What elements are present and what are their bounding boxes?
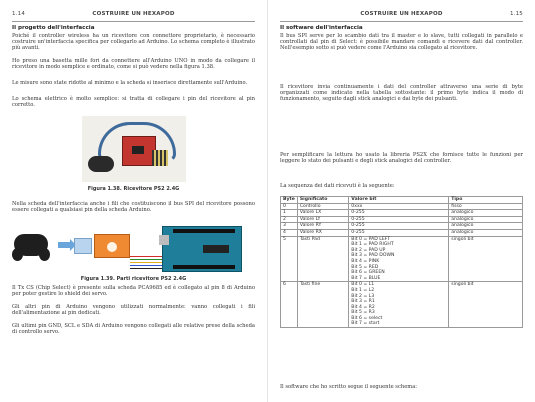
bit-value: 0-255 [351,216,365,222]
paragraph: Il ricevitore invia continuamente i dati del controller attraverso una serie di byte organizzati come indicato nella tabella sottostante: il primo byte indica il modo di funzionamento, seguito dagli stick analogici e dai byte dei pulsanti. [280,84,523,103]
paragraph: Nella scheda dell'interfaccia anche i fili che costituiscono il bus SPI del ricevitore possono essere collegati a qualsiasi pin della scheda Arduino. [12,201,255,214]
footer-note: Il software che ho scritto segue il seguente schema: [280,384,418,390]
wire [130,259,164,260]
bit-value: Bit 1 = L2 [351,287,375,293]
table-row [281,216,523,223]
paragraph: Le misure sono state ridotte al minimo e la scheda si inserisce direttamente sull'Arduino. [12,80,248,86]
bit-value: Bit 0 = PAD LEFT [351,236,391,242]
cell-meaning: Controllo [297,203,348,210]
section-title: Il software dell'interfaccia [280,25,363,31]
cell-byte: 5 [281,236,298,282]
arduino-board [162,226,242,272]
paragraph: Lo schema elettrico è molto semplice: si tratta di collegare i pin del ricevitore al pin corretto. [12,96,255,109]
pin-header [173,265,235,269]
bit-value: 0-255 [351,210,365,216]
cell-bits [349,229,449,236]
receiver-photo [82,116,186,182]
cell-bits [349,203,449,210]
cell-meaning: Valore LY [297,216,348,223]
cell-byte: 4 [281,229,298,236]
cell-meaning: Tasti fine [297,282,348,328]
wire [130,262,164,263]
paragraph: Per semplificare la lettura ho usato la libreria PS2X che fornisce tutte le funzioni per leggere lo stato dei pulsanti e degli stick analogici del controller. [280,152,523,165]
figure-caption: Figura 1.39. Parti ricevitore PS2 2.4G [80,276,187,282]
table-row [281,210,523,217]
bit-value: Bit 6 = select [351,315,383,321]
table-row [281,229,523,236]
bit-value: Bit 4 = PINK [351,258,380,264]
usb-port [159,235,169,245]
cell-bits [349,223,449,230]
paragraph: Poiché il controller wireless ha un ricevitore con connettore proprietario, è necessario costruire un'interfaccia specifica per collegarlo ad Arduino. Lo schema completo è illustrato più avanti. [12,33,255,52]
connector [88,156,114,172]
cell-meaning: Tasti Pad [297,236,348,282]
paragraph: Ho preso una basetta mille fori da connettere all'Arduino UNO in modo da collegare il ricevitore in modo semplice e ordinato, come si può vedere nella figura 1.38. [12,58,255,71]
paragraph: Il bus SPI serve per lo scambio dati tra il master e lo slave, tutti collegati in parallelo e controllati dal pin di Select: è possibile mandare comandi e ricevere dati dal controller. Nell'esempio sotto si può vedere come l'Arduino sia collegato al ricevitore. [280,33,523,52]
cell-byte: 3 [281,223,298,230]
cell-byte: 2 [281,216,298,223]
cell-type: analogico [449,216,523,223]
paragraph: Gli altri pin di Arduino vengono utilizzati normalmente: vanno collegati i fili dell'alimentazione ai pin dedicati. [12,304,255,317]
column-header: Tipo [449,197,523,204]
table-body [281,203,523,327]
bit-value: Bit 3 = R1 [351,299,375,305]
bit-value: Bit 7 = start [351,321,380,327]
column-header: Significato [297,197,348,204]
bit-value: Bit 2 = PAD UP [351,247,386,253]
wiring-diagram [14,226,254,272]
column-header: Byte [281,197,298,204]
running-title: COSTRUIRE UN HEXAPOD [360,11,443,17]
cell-type: analogico [449,229,523,236]
bit-value: Bit 3 = PAD DOWN [351,253,395,259]
cell-bits [349,216,449,223]
bit-value: Bit 1 = PAD RIGHT [351,242,394,248]
header-rule [280,21,523,22]
cell-meaning: Valore LX [297,210,348,217]
cell-bits [349,236,449,282]
bit-value: Bit 6 = GREEN [351,270,385,276]
paragraph: Il Tx CS (Chip Select) è presente sulla scheda PCA9685 ed è collegato al pin 8 di Arduino per poter gestire lo shield dei servo. [12,285,255,298]
header-rule [12,21,255,22]
right-page [268,0,535,402]
interface-board [94,234,130,258]
board-hole [107,242,117,252]
table-row [281,282,523,328]
cell-bits [349,282,449,328]
cell-type: analogico [449,210,523,217]
cell-meaning: Valore RY [297,223,348,230]
arrow-icon [58,242,70,248]
table-intro: La sequenza dei dati ricevuti è la seguente: [280,183,395,189]
running-header [12,11,255,21]
bit-value: Bit 0 = L1 [351,282,375,288]
page-number: 1.15 [509,11,523,17]
pin-header [173,229,235,233]
receiver-module [74,238,92,254]
cell-type: analogico [449,223,523,230]
bit-value: Bit 2 = L3 [351,293,375,299]
bit-value: Bit 5 = R3 [351,310,375,316]
figure-caption: Figura 1.38. Ricevitore PS2 2.4G [87,186,180,192]
wire [130,265,164,266]
cell-meaning: Valore RX [297,229,348,236]
bit-value: 0-255 [351,223,365,229]
table-row [281,236,523,282]
cell-byte: 1 [281,210,298,217]
cell-type: singoli bit [449,236,523,282]
running-header [280,11,523,21]
chip [132,146,144,154]
cell-type: singoli bit [449,282,523,328]
table-header-row [281,197,523,204]
table-row [281,223,523,230]
wire [130,268,164,269]
column-header: Valore bit [349,197,449,204]
bit-value: 0-255 [351,229,365,235]
bit-value: Bit 5 = RED [351,264,379,270]
bit-value: 0xxx [351,203,363,209]
bit-value: Bit 4 = R2 [351,304,375,310]
paragraph: Gli ultimi pin GND, SCL e SDA di Arduino vengono collegati alle relative prese della scheda di controllo servo. [12,323,255,336]
data-table [280,196,523,328]
cell-bits [349,210,449,217]
cell-byte: 6 [281,282,298,328]
cell-type: fisso [449,203,523,210]
running-title: COSTRUIRE UN HEXAPOD [92,11,175,17]
microcontroller [203,245,229,253]
pin-header [152,150,168,166]
bit-value: Bit 7 = BLUE [351,275,381,281]
section-title: Il progetto dell'interfaccia [12,25,95,31]
wire [130,256,164,257]
table-row [281,203,523,210]
page-number: 1.14 [12,11,26,17]
cell-byte: 0 [281,203,298,210]
gamepad-icon [14,234,48,256]
